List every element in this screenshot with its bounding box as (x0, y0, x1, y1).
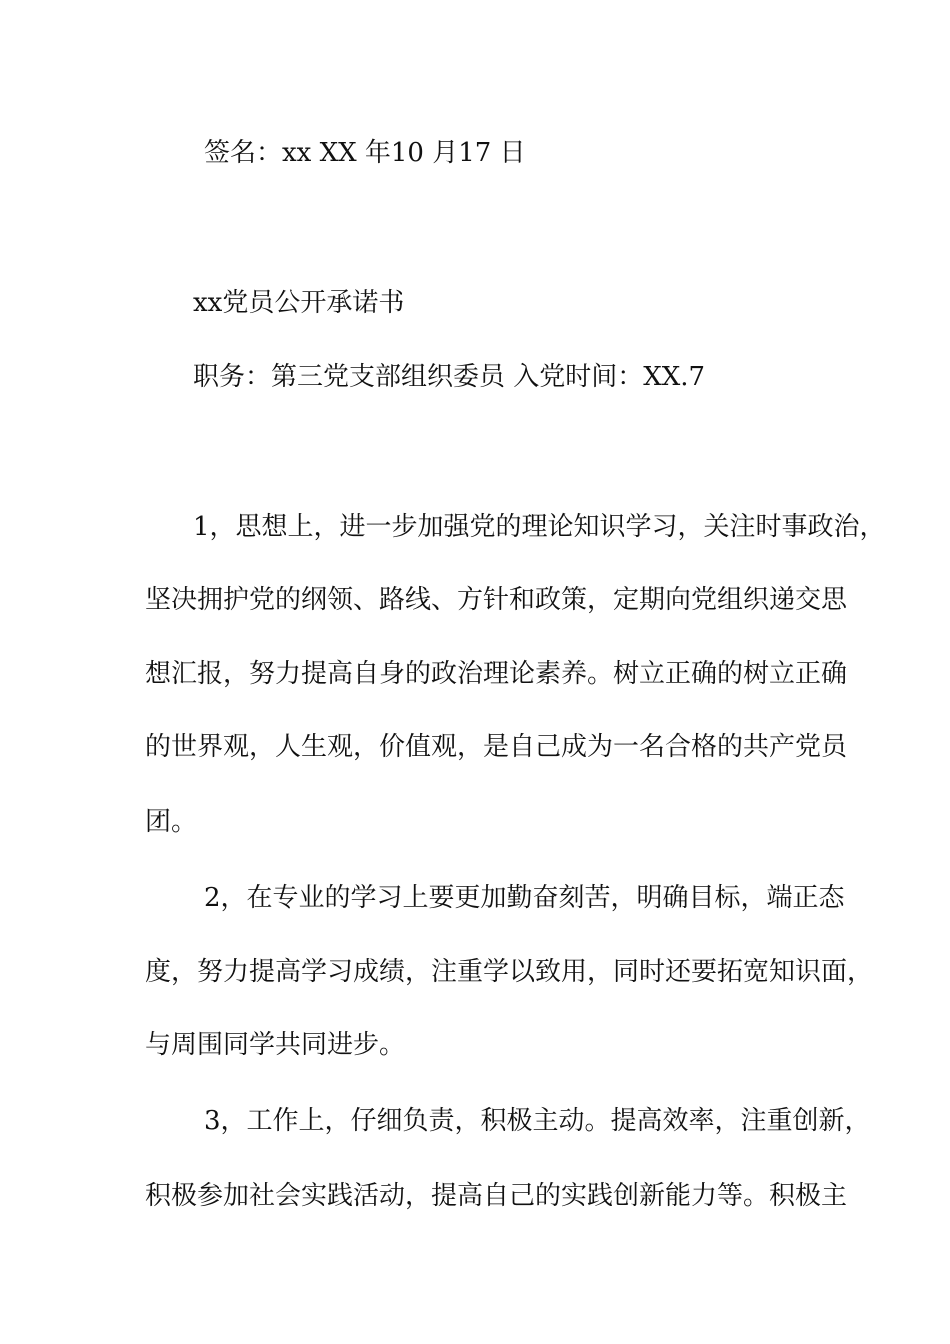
paragraph-line: 1，思想上，进一步加强党的理论知识学习，关注时事政治， (193, 512, 886, 542)
paragraph-line: 2，在专业的学习上要更加勤奋刻苦，明确目标，端正态 (204, 883, 845, 913)
document-title: xx党员公开承诺书 (193, 288, 405, 318)
paragraph-line: 团。 (145, 807, 198, 837)
signature-line: 签名：xx XX 年10 月17 日 (204, 138, 526, 168)
paragraph-line: 坚决拥护党的纲领、路线、方针和政策，定期向党组织递交思 (145, 585, 848, 615)
paragraph-line: 的世界观，人生观，价值观，是自己成为一名合格的共产党员 (145, 732, 848, 762)
paragraph-line: 与周围同学共同进步。 (145, 1030, 406, 1060)
paragraph-line: 想汇报，努力提高自身的政治理论素养。树立正确的树立正确 (145, 659, 848, 689)
paragraph-line: 积极参加社会实践活动，提高自己的实践创新能力等。积极主 (145, 1181, 848, 1211)
paragraph-line: 度，努力提高学习成绩，注重学以致用，同时还要拓宽知识面， (145, 957, 874, 987)
position-and-join-date: 职务：第三党支部组织委员 入党时间：XX.7 (193, 362, 706, 392)
paragraph-line: 3，工作上，仔细负责，积极主动。提高效率，注重创新， (204, 1106, 871, 1136)
